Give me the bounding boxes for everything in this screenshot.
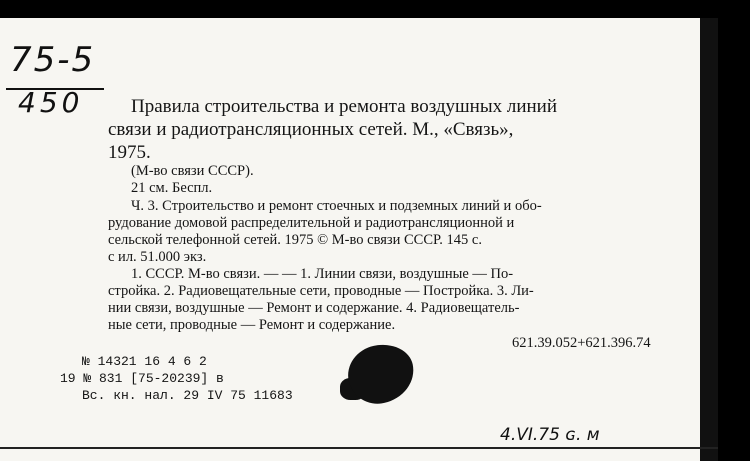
handwritten-shelf-mark: 75-5	[10, 40, 96, 80]
card-number-line: 19 № 831 [75-20239] в	[60, 371, 224, 386]
card-bottom-rule	[0, 447, 718, 449]
body-line: (М-во связи СССР).	[131, 163, 254, 179]
card-number-line: Вс. кн. нал. 29 IV 75 11683	[82, 388, 293, 403]
subject-line: ные сети, проводные — Ремонт и содержание.	[108, 317, 396, 333]
card-right-edge	[700, 18, 718, 461]
subject-line: 1. СССР. М-во связи. — — 1. Линии связи, воздушные — По-	[131, 266, 514, 282]
body-line: рудование домовой распределительной и радиотрансляционной и	[108, 215, 515, 231]
handwritten-number: 450	[18, 86, 84, 119]
body-line: 21 см. Беспл.	[131, 180, 213, 196]
title-line-1: Правила строительства и ремонта воздушных линий	[131, 96, 558, 117]
title-line-2: связи и радиотрансляционных сетей. М., «Связь»,	[108, 119, 514, 140]
handwritten-date: 4.VI.75 ɢ. ᴍ	[500, 425, 600, 445]
body-line: сельской телефонной сетей. 1975 © М-во связи СССР. 145 с.	[108, 232, 482, 248]
subject-line: нии связи, воздушные — Ремонт и содержание. 4. Радиовещатель-	[108, 300, 520, 316]
subject-line: стройка. 2. Радиовещательные сети, проводные — Постройка. 3. Ли-	[108, 283, 534, 299]
classification-code: 621.39.052+621.396.74	[512, 335, 651, 351]
title-line-3: 1975.	[108, 142, 151, 163]
card-number-line: № 14321 16 4 6 2	[82, 354, 207, 369]
body-line: с ил. 51.000 экз.	[108, 249, 207, 265]
body-line: Ч. 3. Строительство и ремонт стоечных и подземных линий и обо-	[131, 198, 542, 214]
